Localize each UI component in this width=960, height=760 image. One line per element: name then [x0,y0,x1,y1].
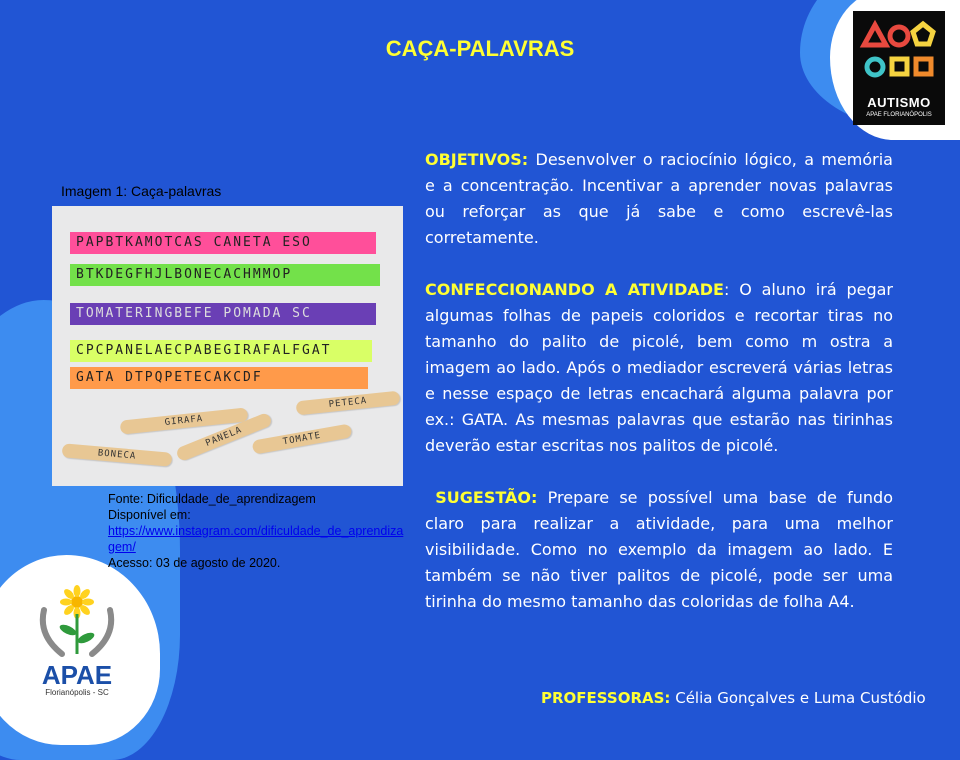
autismo-logo-label: AUTISMO [867,95,931,110]
apae-logo-subtitle: Florianópolis - SC [45,688,109,697]
confeccionando-heading: CONFECCIONANDO A ATIVIDADE [425,280,724,299]
word-search-photo [52,206,403,486]
source-line-1: Fonte: Dificuldade_de_aprendizagem [108,492,316,506]
popsicle-stick-peteca: PETECA [296,391,401,416]
paper-strip-1: PAPBTKAMOTCAS CANETA ESO [70,232,376,254]
apae-logo [22,580,132,705]
paper-strip-3: TOMATERINGBEFE POMADA SC [70,303,376,325]
autismo-shapes-icon [853,11,945,95]
popsicle-stick-tomate: TOMATE [252,423,353,454]
image-source [108,491,404,571]
popsicle-stick-girafa: GIRAFA [120,407,249,434]
footer-teachers [541,689,926,707]
source-access-date: Acesso: 03 de agosto de 2020. [108,556,281,570]
objetivos-text: Desenvolver o raciocínio lógico, a memória e a concentração. Incentivar a aprender novas palavras ou reforçar as que já sabe e como escrevê-las corretamente. [425,150,893,247]
sugestao-paragraph [425,485,893,615]
sugestao-text: Prepare se possível uma base de fundo claro para realizar a atividade, para uma melhor visibilidade. Como no exemplo da imagem ao lado. E também se não tiver palitos de picolé, pode ser uma tirinha do mesmo tamanho das coloridas de folha A4. [425,488,893,611]
source-line-2: Disponível em: [108,508,191,522]
paper-strip-2: BTKDEGFHJLBONECACHMMOP [70,264,380,286]
confeccionando-paragraph [425,277,893,459]
image-caption: Imagem 1: Caça-palavras [61,183,222,199]
source-link[interactable]: https://www.instagram.com/dificuldade_de_aprendizagem/ [108,524,404,554]
popsicle-stick-boneca: BONECA [62,443,173,467]
footer-names: Célia Gonçalves e Luma Custódio [675,689,926,707]
objetivos-heading: OBJETIVOS: [425,150,529,169]
popsicle-stick-panela: PANELA [175,412,273,462]
apae-flower-icon [22,580,132,660]
paper-strip-4: CPCPANELAECPABEGIRAFALFGAT [70,340,372,362]
autismo-logo [853,11,945,125]
activity-description [425,147,893,615]
footer-heading: PROFESSORAS: [541,689,671,707]
paper-strip-5: GATA DTPQPETECAKCDF [70,367,368,389]
confeccionando-text: : O aluno irá pegar algumas folhas de papeis coloridos e recortar tiras no tamanho do palito de picolé, bem como m ostra a imagem ao lado. Após o mediador escreverá várias letras e nesse espaço de letras encachará alguma palavra por ex.: GATA. As mesmas palavras que estarão nas tirinhas deverão estar escritas nos palitos de picolé. [425,280,894,455]
objetivos-paragraph [425,147,893,251]
autismo-logo-subtitle: APAE FLORIANÓPOLIS [866,112,932,118]
sugestao-heading: SUGESTÃO: [435,488,538,507]
page-title: CAÇA-PALAVRAS [385,36,575,61]
apae-logo-name: APAE [41,660,113,690]
